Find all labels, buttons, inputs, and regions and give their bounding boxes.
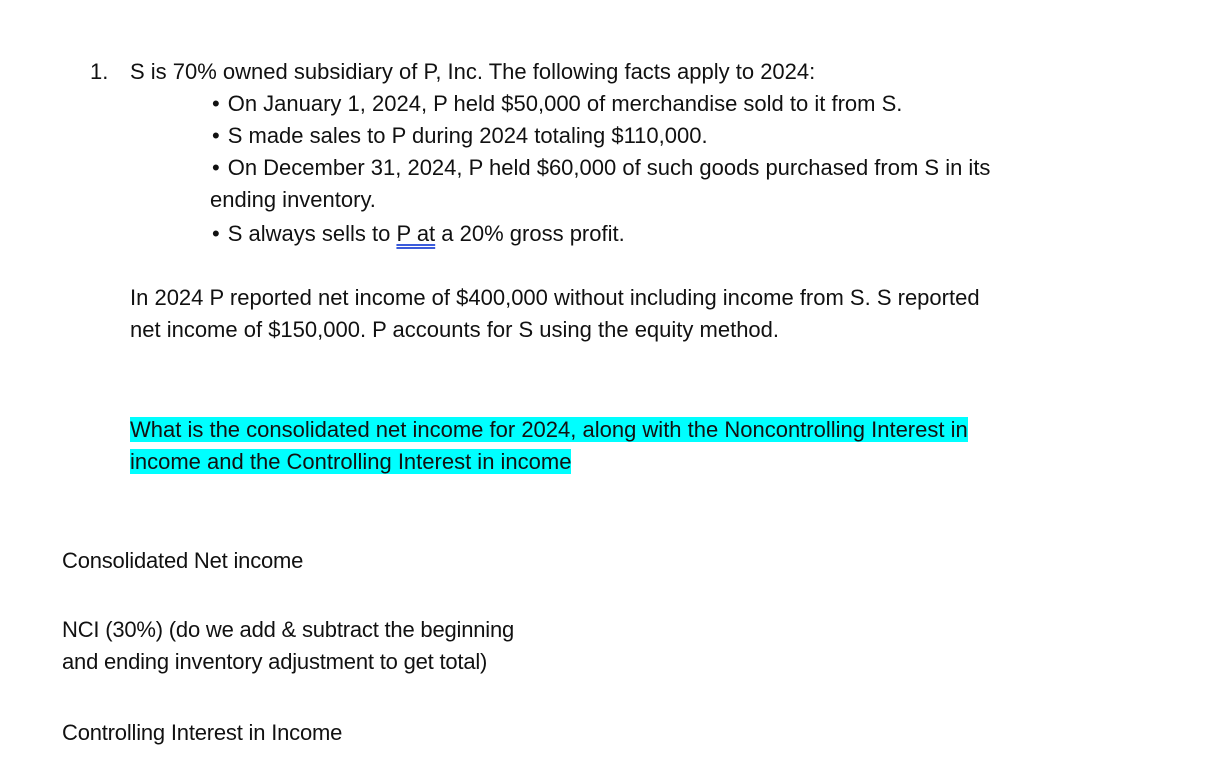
consolidated-net-income-label: Consolidated Net income: [62, 548, 304, 573]
highlighted-text: What is the consolidated net income for 2024, along with the Noncontrolling Interest in: [130, 417, 968, 442]
paragraph-line: net income of $150,000. P accounts for S using the equity method.: [130, 317, 780, 342]
bullet-text: On December 31, 2024, P held $60,000 of such goods purchased from S in its: [227, 155, 991, 180]
bullet-symbol: •: [212, 155, 220, 180]
highlighted-text: income and the Controlling Interest in income: [130, 449, 572, 474]
grammar-flag[interactable]: P at: [396, 221, 436, 246]
problem-number: 1.: [90, 59, 109, 84]
bullet-text: On January 1, 2024, P held $50,000 of merchandise sold to it from S.: [227, 91, 903, 116]
controlling-interest-label: Controlling Interest in Income: [62, 720, 343, 745]
bullet-item: [212, 88, 902, 120]
bullet-text: S always sells to: [227, 221, 397, 246]
bullet-symbol: •: [212, 221, 220, 246]
bullet-item: [212, 120, 708, 152]
paragraph-line: In 2024 P reported net income of $400,000 without including income from S. S reported: [130, 285, 980, 310]
nci-label-continued: and ending inventory adjustment to get total): [62, 649, 488, 674]
bullet-text: a 20% gross profit.: [435, 221, 625, 246]
nci-label: NCI (30%) (do we add & subtract the beginning: [62, 617, 515, 642]
bullet-text-continued: ending inventory.: [210, 187, 376, 212]
bullet-item: [212, 218, 625, 250]
bullet-symbol: •: [212, 123, 220, 148]
bullet-text: S made sales to P during 2024 totaling $110,000.: [227, 123, 708, 148]
question-line: [130, 414, 968, 446]
question-line: [130, 446, 571, 478]
bullet-symbol: •: [212, 91, 220, 116]
problem-intro: S is 70% owned subsidiary of P, Inc. The following facts apply to 2024:: [130, 59, 816, 84]
bullet-item: [212, 152, 990, 184]
